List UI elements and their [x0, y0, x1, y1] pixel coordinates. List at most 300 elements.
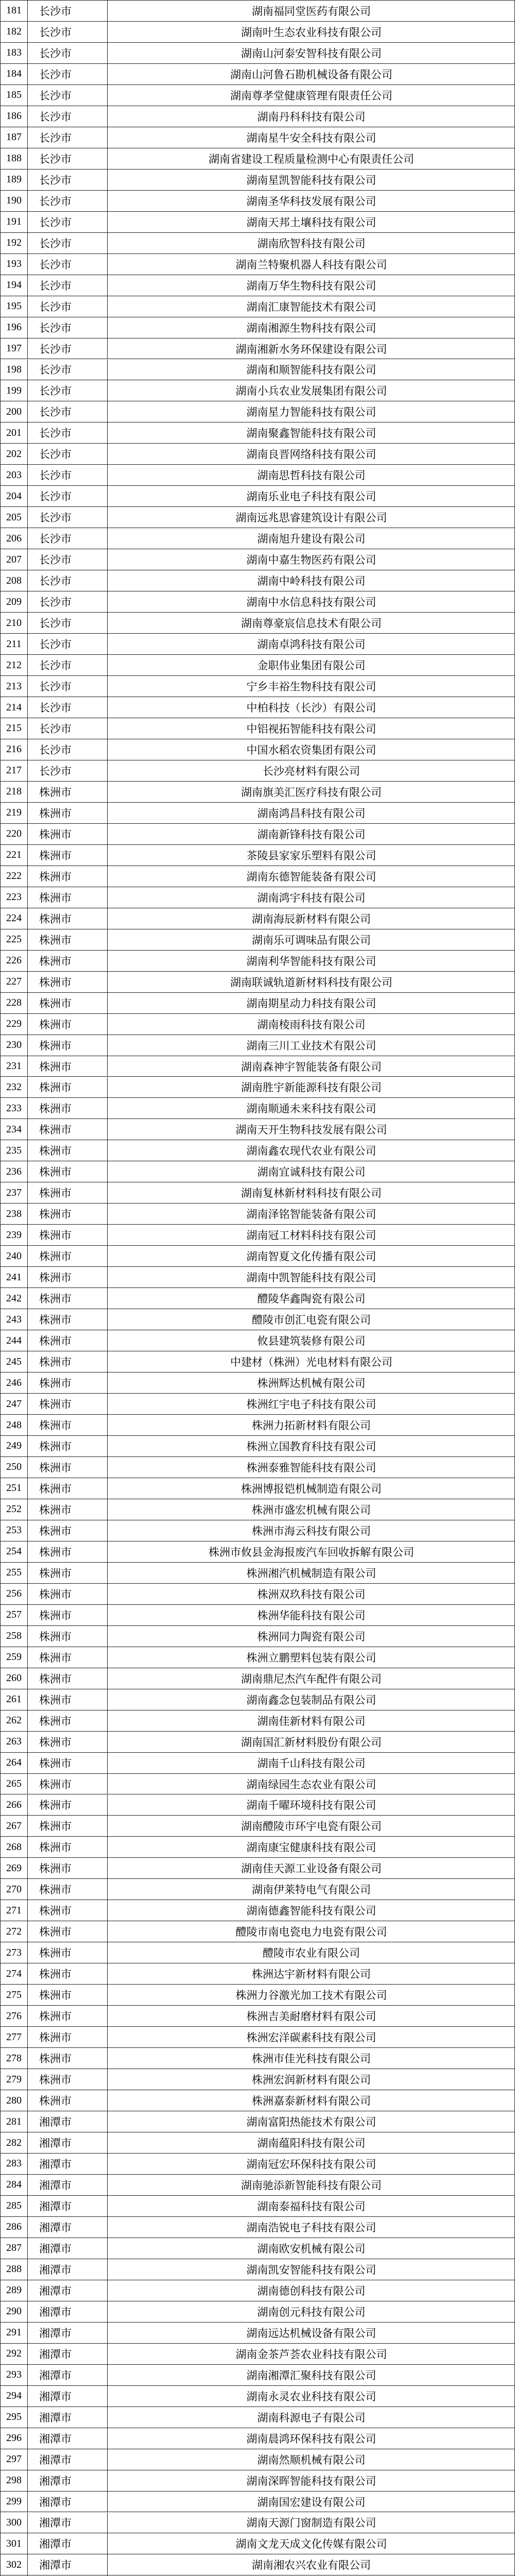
city-cell: 株洲市: [27, 1837, 107, 1857]
company-name-cell: 湖南海辰新材料有限公司: [107, 908, 515, 929]
table-row: [1, 1098, 514, 1119]
company-name-cell: 湖南旭升建设有限公司: [107, 528, 515, 549]
row-number: 228: [6, 997, 22, 1009]
city-cell: 株洲市: [27, 1774, 107, 1794]
city-cell: 株洲市: [27, 782, 107, 802]
table-row: [1, 845, 514, 866]
city-cell: 株洲市: [27, 1879, 107, 1900]
city-cell: 长沙市: [27, 317, 107, 338]
row-number: 237: [6, 1187, 22, 1198]
city-cell: 湘潭市: [27, 2449, 107, 2470]
company-name-cell: 湖南永灵农业科技有限公司: [107, 2386, 515, 2406]
city-cell: 株洲市: [27, 1415, 107, 1435]
company-name-cell: 湖南星力智能科技有限公司: [107, 401, 515, 422]
company-name-cell: 湖南冠宏环保科技有限公司: [107, 2154, 515, 2174]
row-number: 301: [6, 2537, 22, 2549]
table-row: [1, 1140, 514, 1161]
city-cell: 长沙市: [27, 43, 107, 63]
table-row: [1, 1647, 514, 1668]
city-cell: 长沙市: [27, 591, 107, 612]
row-number: 216: [6, 743, 22, 755]
row-number: 222: [6, 870, 22, 882]
table-row: [1, 2196, 514, 2217]
company-name-cell: 湖南湘源生物科技有限公司: [107, 317, 515, 338]
table-row: [1, 1520, 514, 1541]
row-number: 208: [6, 574, 22, 586]
company-name-cell: 湖南汇康智能技术有限公司: [107, 296, 515, 317]
city-cell: 株洲市: [27, 1753, 107, 1773]
company-name-cell: 湖南乐可调味品有限公司: [107, 929, 515, 950]
row-number: 189: [6, 174, 22, 185]
company-name-cell: 中建材（株洲）光电材料有限公司: [107, 1351, 515, 1372]
company-name-cell: 湖南鼎尼杰汽车配件有限公司: [107, 1668, 515, 1689]
city-cell: 长沙市: [27, 444, 107, 464]
city-cell: 株洲市: [27, 1014, 107, 1035]
city-cell: 长沙市: [27, 360, 107, 380]
city-cell: 长沙市: [27, 380, 107, 401]
table-row: [1, 2006, 514, 2027]
row-number: 259: [6, 1651, 22, 1663]
row-number: 186: [6, 110, 22, 122]
table-row: [1, 951, 514, 972]
table-row: [1, 2323, 514, 2344]
row-number: 190: [6, 195, 22, 207]
row-number: 232: [6, 1081, 22, 1093]
table-row: [1, 1, 514, 22]
table-row: [1, 803, 514, 824]
table-row: [1, 591, 514, 613]
table-row: [1, 1732, 514, 1753]
company-name-cell: 湖南凯安智能科技有限公司: [107, 2259, 515, 2280]
table-row: [1, 170, 514, 191]
city-cell: 株洲市: [27, 1668, 107, 1689]
table-row: [1, 1753, 514, 1774]
city-cell: 株洲市: [27, 1267, 107, 1287]
table-row: [1, 1499, 514, 1520]
company-name-cell: 湖南中水信息科技有限公司: [107, 591, 515, 612]
company-name-cell: 株洲同力陶瓷有限公司: [107, 1626, 515, 1647]
company-name-cell: 湖南尊豪宸信息技术有限公司: [107, 613, 515, 633]
row-number: 247: [6, 1398, 22, 1410]
company-name-cell: 湖南国汇新材料股份有限公司: [107, 1732, 515, 1752]
city-cell: 株洲市: [27, 2027, 107, 2047]
company-name-cell: 湖南兰特聚机器人科技有限公司: [107, 254, 515, 275]
city-cell: 长沙市: [27, 422, 107, 443]
city-cell: 株洲市: [27, 1077, 107, 1098]
company-name-cell: 湖南小兵农业发展集团有限公司: [107, 380, 515, 401]
row-number: 200: [6, 405, 22, 417]
row-number: 199: [6, 384, 22, 396]
table-row: [1, 1963, 514, 1985]
company-name-cell: 湖南智夏文化传播有限公司: [107, 1246, 515, 1266]
table-row: [1, 676, 514, 697]
table-row: [1, 887, 514, 908]
row-number: 285: [6, 2200, 22, 2212]
row-number: 219: [6, 807, 22, 819]
city-cell: 湘潭市: [27, 2175, 107, 2195]
company-name-cell: 株洲立国教育科技有限公司: [107, 1436, 515, 1456]
city-cell: 株洲市: [27, 1394, 107, 1414]
city-cell: 株洲市: [27, 887, 107, 908]
city-cell: 株洲市: [27, 1942, 107, 1963]
table-row: [1, 2365, 514, 2386]
company-name-cell: 株洲双玖科技有限公司: [107, 1584, 515, 1604]
row-number: 250: [6, 1461, 22, 1473]
table-row: [1, 1584, 514, 1605]
table-row: [1, 2069, 514, 2090]
row-number: 287: [6, 2242, 22, 2254]
company-name-cell: 湖南三川工业技术有限公司: [107, 1035, 515, 1056]
table-row: [1, 2301, 514, 2323]
city-cell: 长沙市: [27, 170, 107, 190]
city-cell: 株洲市: [27, 1436, 107, 1456]
row-number: 291: [6, 2327, 22, 2338]
row-number: 235: [6, 1144, 22, 1156]
city-cell: 湘潭市: [27, 2217, 107, 2238]
row-number: 230: [6, 1039, 22, 1051]
company-name-cell: 湖南远达机械设备有限公司: [107, 2323, 515, 2343]
company-name-cell: 攸县建筑装修有限公司: [107, 1330, 515, 1351]
table-row: [1, 1014, 514, 1035]
company-name-cell: 湖南联诚轨道新材料科技有限公司: [107, 972, 515, 992]
row-number: 263: [6, 1736, 22, 1748]
company-name-cell: 株洲市攸县金海报废汽车回收拆解有限公司: [107, 1541, 515, 1562]
table-row: [1, 507, 514, 528]
table-row: [1, 549, 514, 570]
company-name-cell: 湖南期星动力科技有限公司: [107, 993, 515, 1013]
company-name-cell: 湖南文龙天成文化传媒有限公司: [107, 2533, 515, 2554]
company-name-cell: 醴陵市农业有限公司: [107, 1942, 515, 1963]
company-name-cell: 湖南万华生物科技有限公司: [107, 275, 515, 296]
company-name-cell: 湖南叶生态农业科技有限公司: [107, 22, 515, 42]
row-number: 214: [6, 701, 22, 713]
row-number: 241: [6, 1271, 22, 1283]
city-cell: 长沙市: [27, 507, 107, 528]
table-row: [1, 1626, 514, 1647]
table-row: [1, 1541, 514, 1563]
city-cell: 株洲市: [27, 1161, 107, 1182]
table-row: [1, 1478, 514, 1499]
table-row: [1, 191, 514, 212]
city-cell: 湘潭市: [27, 2323, 107, 2343]
company-name-cell: 湖南欧安机械有限公司: [107, 2238, 515, 2259]
row-number: 221: [6, 849, 22, 861]
table-row: [1, 655, 514, 676]
company-name-cell: 湖南福同堂医药有限公司: [107, 1, 515, 21]
table-row: [1, 2154, 514, 2175]
city-cell: 株洲市: [27, 1963, 107, 1984]
table-row: [1, 1182, 514, 1204]
city-cell: 长沙市: [27, 275, 107, 296]
company-name-cell: 湖南康宝健康科技有限公司: [107, 1837, 515, 1857]
city-cell: 长沙市: [27, 254, 107, 275]
company-name-cell: 湖南聚鑫智能科技有限公司: [107, 422, 515, 443]
company-name-cell: 湖南鑫念包装制品有限公司: [107, 1689, 515, 1710]
table-row: [1, 317, 514, 338]
table-row: [1, 866, 514, 887]
company-name-cell: 湖南德鑫智能科技有限公司: [107, 1900, 515, 1921]
table-row: [1, 2407, 514, 2428]
row-number: 203: [6, 469, 22, 481]
city-cell: 株洲市: [27, 1225, 107, 1245]
table-row: [1, 782, 514, 803]
table-row: [1, 254, 514, 275]
row-number: 192: [6, 237, 22, 249]
company-name-cell: 湖南鸿昌科技有限公司: [107, 803, 515, 823]
company-name-cell: 湖南欣智科技有限公司: [107, 233, 515, 253]
company-name-cell: 株洲华能科技有限公司: [107, 1605, 515, 1625]
row-number: 284: [6, 2179, 22, 2191]
city-cell: 湘潭市: [27, 2196, 107, 2216]
company-name-cell: 中柏科技（长沙）有限公司: [107, 697, 515, 718]
company-name-cell: 湖南湘新水务环保建设有限公司: [107, 338, 515, 359]
company-name-cell: 湖南星凯智能科技有限公司: [107, 170, 515, 190]
row-number: 217: [6, 765, 22, 776]
company-name-cell: 湖南乐业电子科技有限公司: [107, 486, 515, 506]
company-name-cell: 湖南泽铭智能装备有限公司: [107, 1204, 515, 1224]
city-cell: 株洲市: [27, 1647, 107, 1668]
city-cell: 株洲市: [27, 1182, 107, 1203]
company-name-cell: 湖南鑫农现代农业有限公司: [107, 1140, 515, 1161]
city-cell: 株洲市: [27, 1119, 107, 1140]
table-row: [1, 1119, 514, 1140]
row-number: 183: [6, 47, 22, 59]
table-row: [1, 2259, 514, 2280]
city-cell: 湘潭市: [27, 2386, 107, 2406]
row-number: 207: [6, 553, 22, 565]
city-cell: 长沙市: [27, 401, 107, 422]
row-number: 297: [6, 2453, 22, 2465]
row-number: 295: [6, 2411, 22, 2423]
row-number: 300: [6, 2516, 22, 2528]
city-cell: 湘潭市: [27, 2111, 107, 2132]
company-name-cell: 湖南良晋网络科技有限公司: [107, 444, 515, 464]
row-number: 273: [6, 1946, 22, 1958]
city-cell: 长沙市: [27, 676, 107, 697]
company-name-cell: 湖南佳天源工业设备有限公司: [107, 1858, 515, 1878]
row-number: 220: [6, 828, 22, 840]
company-name-cell: 湖南复林新材料科技有限公司: [107, 1182, 515, 1203]
table-row: [1, 380, 514, 401]
row-number: 196: [6, 321, 22, 333]
table-row: [1, 2217, 514, 2238]
row-number: 193: [6, 258, 22, 270]
row-number: 283: [6, 2158, 22, 2170]
row-number: 188: [6, 152, 22, 164]
row-number: 191: [6, 216, 22, 228]
row-number: 268: [6, 1841, 22, 1853]
city-cell: 湘潭市: [27, 2407, 107, 2428]
company-name-cell: 湖南驰添新智能科技有限公司: [107, 2175, 515, 2195]
city-cell: 长沙市: [27, 465, 107, 485]
row-number: 202: [6, 448, 22, 460]
table-row: [1, 127, 514, 148]
row-number: 194: [6, 279, 22, 291]
city-cell: 株洲市: [27, 1816, 107, 1836]
row-number: 246: [6, 1377, 22, 1388]
row-number: 302: [6, 2558, 22, 2570]
city-cell: 湘潭市: [27, 2470, 107, 2491]
city-cell: 株洲市: [27, 929, 107, 950]
table-row: [1, 2554, 514, 2575]
table-row: [1, 1921, 514, 1942]
city-cell: 株洲市: [27, 803, 107, 823]
company-name-cell: 湖南旗美汇医疗科技有限公司: [107, 782, 515, 802]
row-number: 212: [6, 659, 22, 671]
table-row: [1, 338, 514, 360]
city-cell: 株洲市: [27, 1140, 107, 1161]
table-row: [1, 1351, 514, 1372]
city-cell: 株洲市: [27, 972, 107, 992]
city-cell: 株洲市: [27, 1330, 107, 1351]
city-cell: 湘潭市: [27, 2492, 107, 2512]
city-cell: 株洲市: [27, 1288, 107, 1309]
table-row: [1, 634, 514, 655]
row-number: 245: [6, 1355, 22, 1367]
table-row: [1, 1774, 514, 1795]
table-row: [1, 2048, 514, 2069]
city-cell: 湘潭市: [27, 2513, 107, 2533]
row-number: 233: [6, 1102, 22, 1114]
row-number: 195: [6, 300, 22, 312]
table-row: [1, 1056, 514, 1077]
table-row: [1, 64, 514, 85]
row-number: 286: [6, 2221, 22, 2233]
company-name-cell: 湖南金茶芦荟农业科技有限公司: [107, 2344, 515, 2364]
company-name-cell: 湖南深晖智能科技有限公司: [107, 2470, 515, 2491]
row-number: 276: [6, 2010, 22, 2022]
city-cell: 湘潭市: [27, 2428, 107, 2449]
row-number: 181: [6, 5, 22, 16]
city-cell: 湘潭市: [27, 2301, 107, 2322]
city-cell: 株洲市: [27, 1372, 107, 1393]
company-name-cell: 湖南湘农兴农业有限公司: [107, 2554, 515, 2575]
table-row: [1, 929, 514, 951]
company-name-cell: 湖南尊孝堂健康管理有限责任公司: [107, 85, 515, 106]
city-cell: 长沙市: [27, 1, 107, 21]
row-number: 253: [6, 1524, 22, 1536]
row-number: 294: [6, 2390, 22, 2402]
table-row: [1, 465, 514, 486]
row-number: 243: [6, 1313, 22, 1325]
company-name-cell: 湖南中岭科技有限公司: [107, 570, 515, 591]
city-cell: 长沙市: [27, 697, 107, 718]
city-cell: 长沙市: [27, 739, 107, 760]
table-row: [1, 1077, 514, 1098]
city-cell: 长沙市: [27, 127, 107, 148]
row-number: 282: [6, 2137, 22, 2148]
row-number: 265: [6, 1778, 22, 1789]
row-number: 266: [6, 1799, 22, 1810]
company-name-cell: 湖南东德智能装备有限公司: [107, 866, 515, 887]
company-name-cell: 湖南圣华科技发展有限公司: [107, 191, 515, 211]
city-cell: 株洲市: [27, 908, 107, 929]
company-name-cell: 湖南天开生物科技发展有限公司: [107, 1119, 515, 1140]
row-number: 254: [6, 1546, 22, 1557]
city-cell: 株洲市: [27, 1921, 107, 1942]
table-row: [1, 360, 514, 381]
city-cell: 株洲市: [27, 1457, 107, 1478]
city-cell: 株洲市: [27, 2069, 107, 2090]
row-number: 272: [6, 1925, 22, 1937]
city-cell: 株洲市: [27, 1584, 107, 1604]
company-name-cell: 湖南和顺智能科技有限公司: [107, 360, 515, 380]
company-name-cell: 茶陵县家家乐塑料有限公司: [107, 845, 515, 866]
row-number: 293: [6, 2369, 22, 2381]
row-number: 292: [6, 2348, 22, 2360]
table-row: [1, 718, 514, 739]
city-cell: 株洲市: [27, 1605, 107, 1625]
company-name-cell: 湖南鸿宇科技有限公司: [107, 887, 515, 908]
table-row: [1, 908, 514, 929]
company-name-cell: 株洲吉美耐磨材料有限公司: [107, 2006, 515, 2026]
company-name-cell: 湖南利华智能科技有限公司: [107, 951, 515, 971]
company-name-cell: 醴陵市创汇电瓷有限公司: [107, 1309, 515, 1330]
city-cell: 株洲市: [27, 1035, 107, 1056]
row-number: 231: [6, 1060, 22, 1072]
city-cell: 株洲市: [27, 1541, 107, 1562]
company-name-cell: 株洲博报铠机械制造有限公司: [107, 1478, 515, 1499]
company-name-cell: 湖南天邦土壤科技有限公司: [107, 212, 515, 232]
row-number: 279: [6, 2073, 22, 2085]
city-cell: 长沙市: [27, 338, 107, 359]
table-row: [1, 2238, 514, 2259]
row-number: 289: [6, 2284, 22, 2296]
company-name-cell: 湖南千山科技有限公司: [107, 1753, 515, 1773]
row-number: 187: [6, 131, 22, 143]
row-number: 210: [6, 617, 22, 629]
city-cell: 株洲市: [27, 1732, 107, 1752]
city-cell: 长沙市: [27, 233, 107, 253]
city-cell: 株洲市: [27, 866, 107, 887]
company-name-cell: 湖南冠工材料科技有限公司: [107, 1225, 515, 1245]
row-number: 229: [6, 1018, 22, 1030]
company-name-cell: 湖南醴陵市环宇电瓷有限公司: [107, 1816, 515, 1836]
table-row: [1, 106, 514, 127]
city-cell: 湘潭市: [27, 2154, 107, 2174]
table-row: [1, 1837, 514, 1858]
city-cell: 长沙市: [27, 570, 107, 591]
city-cell: 株洲市: [27, 845, 107, 866]
row-number: 223: [6, 891, 22, 903]
city-cell: 长沙市: [27, 655, 107, 675]
city-cell: 湘潭市: [27, 2533, 107, 2554]
city-cell: 株洲市: [27, 1985, 107, 2005]
company-name-cell: 湖南中凯智能科技有限公司: [107, 1267, 515, 1287]
table-row: [1, 2132, 514, 2154]
row-number: 205: [6, 511, 22, 523]
company-name-cell: 湖南然顺机械有限公司: [107, 2449, 515, 2470]
table-row: [1, 2513, 514, 2534]
row-number: 197: [6, 343, 22, 354]
city-cell: 长沙市: [27, 613, 107, 633]
city-cell: 株洲市: [27, 1098, 107, 1118]
city-cell: 株洲市: [27, 2006, 107, 2026]
row-number: 270: [6, 1883, 22, 1895]
company-name-cell: 湖南中嘉生物医药有限公司: [107, 549, 515, 570]
table-row: [1, 528, 514, 549]
table-row: [1, 2492, 514, 2513]
row-number: 290: [6, 2306, 22, 2317]
row-number: 261: [6, 1693, 22, 1705]
city-cell: 长沙市: [27, 549, 107, 570]
company-name-cell: 湖南富阳热能技术有限公司: [107, 2111, 515, 2132]
table-row: [1, 1858, 514, 1879]
city-cell: 株洲市: [27, 2090, 107, 2111]
table-row: [1, 2449, 514, 2470]
city-cell: 长沙市: [27, 148, 107, 169]
city-cell: 株洲市: [27, 1563, 107, 1583]
